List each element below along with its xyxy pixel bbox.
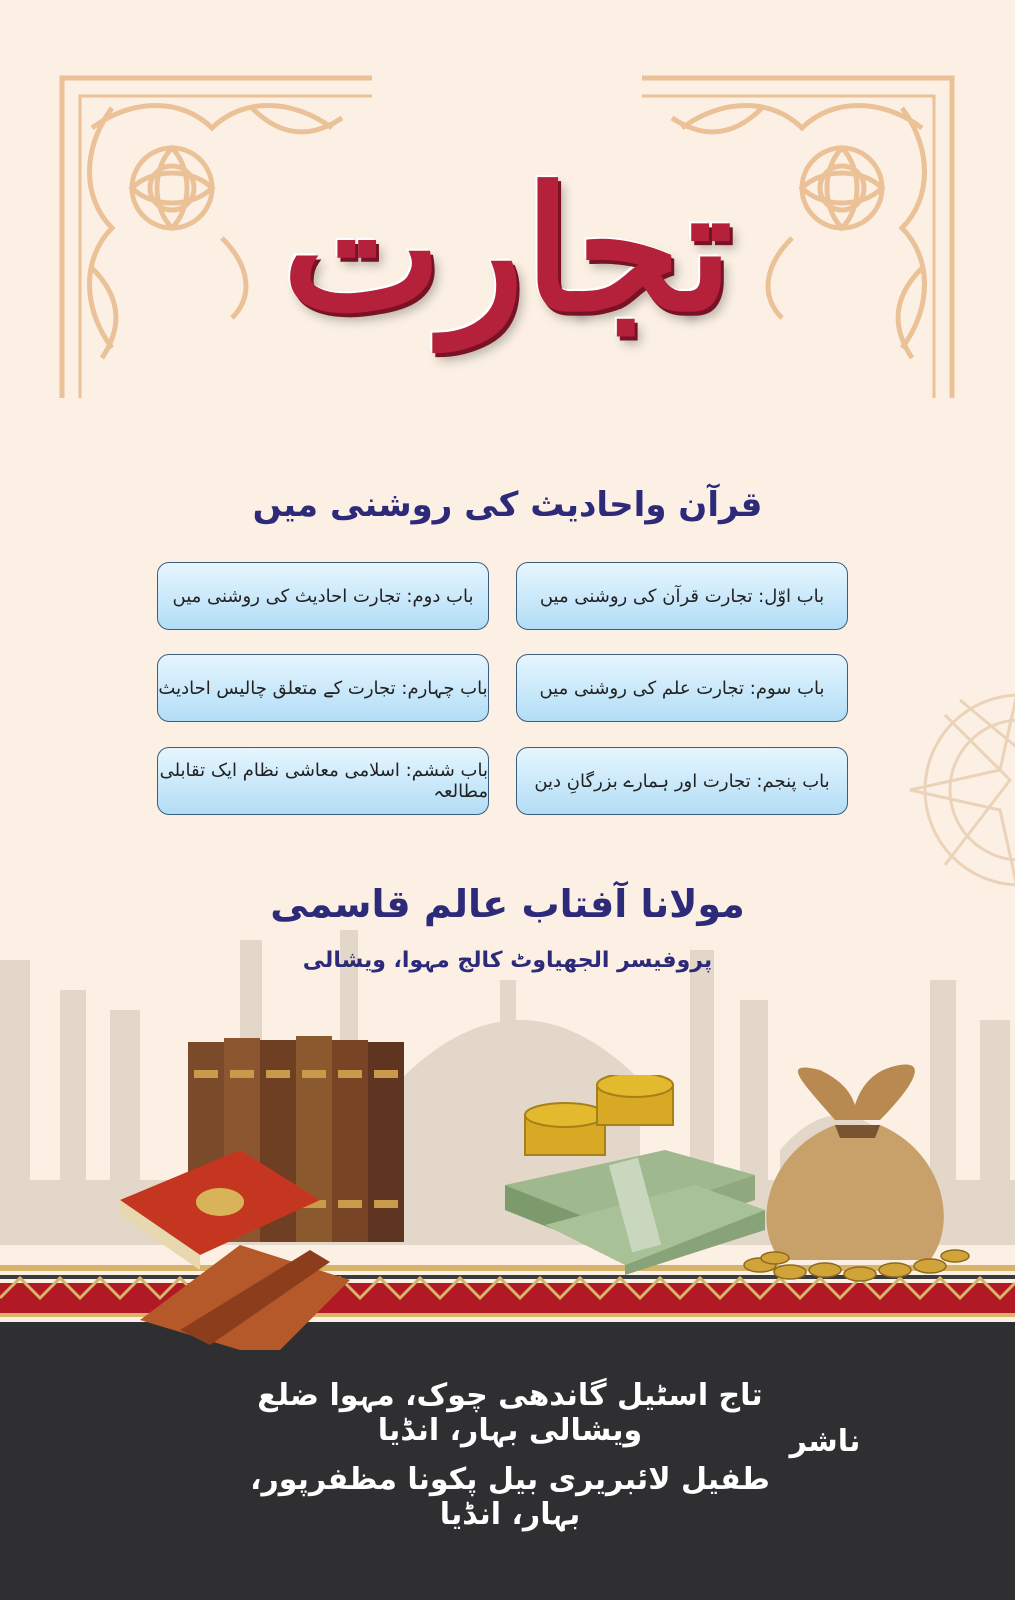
chapter-4-box: باب چہارم: تجارت کے متعلق چالیس احادیث	[157, 654, 489, 722]
quran-books-icon	[120, 1030, 420, 1350]
author-designation: پروفیسر الجھیاوٹ کالج مہوا، ویشالی	[302, 948, 713, 973]
chapter-3-box: باب سوم: تجارت علم کی روشنی میں	[516, 654, 848, 722]
book-title: تجارت	[282, 150, 733, 350]
publisher-address-2: طفیل لائبریری بیل پکونا مظفرپور، بہار، انڈیا	[250, 1462, 770, 1532]
author-name: مولانا آفتاب عالم قاسمی	[270, 882, 745, 926]
money-stack-icon	[505, 1075, 775, 1275]
chapter-5-box: باب پنجم: تجارت اور ہمارے بزرگانِ دین	[516, 747, 848, 815]
publisher-label: ناشر	[789, 1424, 861, 1459]
star-ornament-icon	[900, 660, 1015, 920]
money-bag-icon	[740, 1060, 970, 1285]
publisher-address-1: تاج اسٹیل گاندھی چوک، مہوا ضلع ویشالی بہار، انڈیا	[257, 1378, 763, 1448]
publisher-footer	[0, 1322, 1015, 1600]
book-subtitle: قرآن واحادیث کی روشنی میں	[252, 485, 763, 525]
chapter-1-box: باب اوّل: تجارت قرآن کی روشنی میں	[516, 562, 848, 630]
chapter-2-box: باب دوم: تجارت احادیث کی روشنی میں	[157, 562, 489, 630]
chapter-6-box: باب ششم: اسلامی معاشی نظام ایک تقابلی مطالعہ	[157, 747, 489, 815]
